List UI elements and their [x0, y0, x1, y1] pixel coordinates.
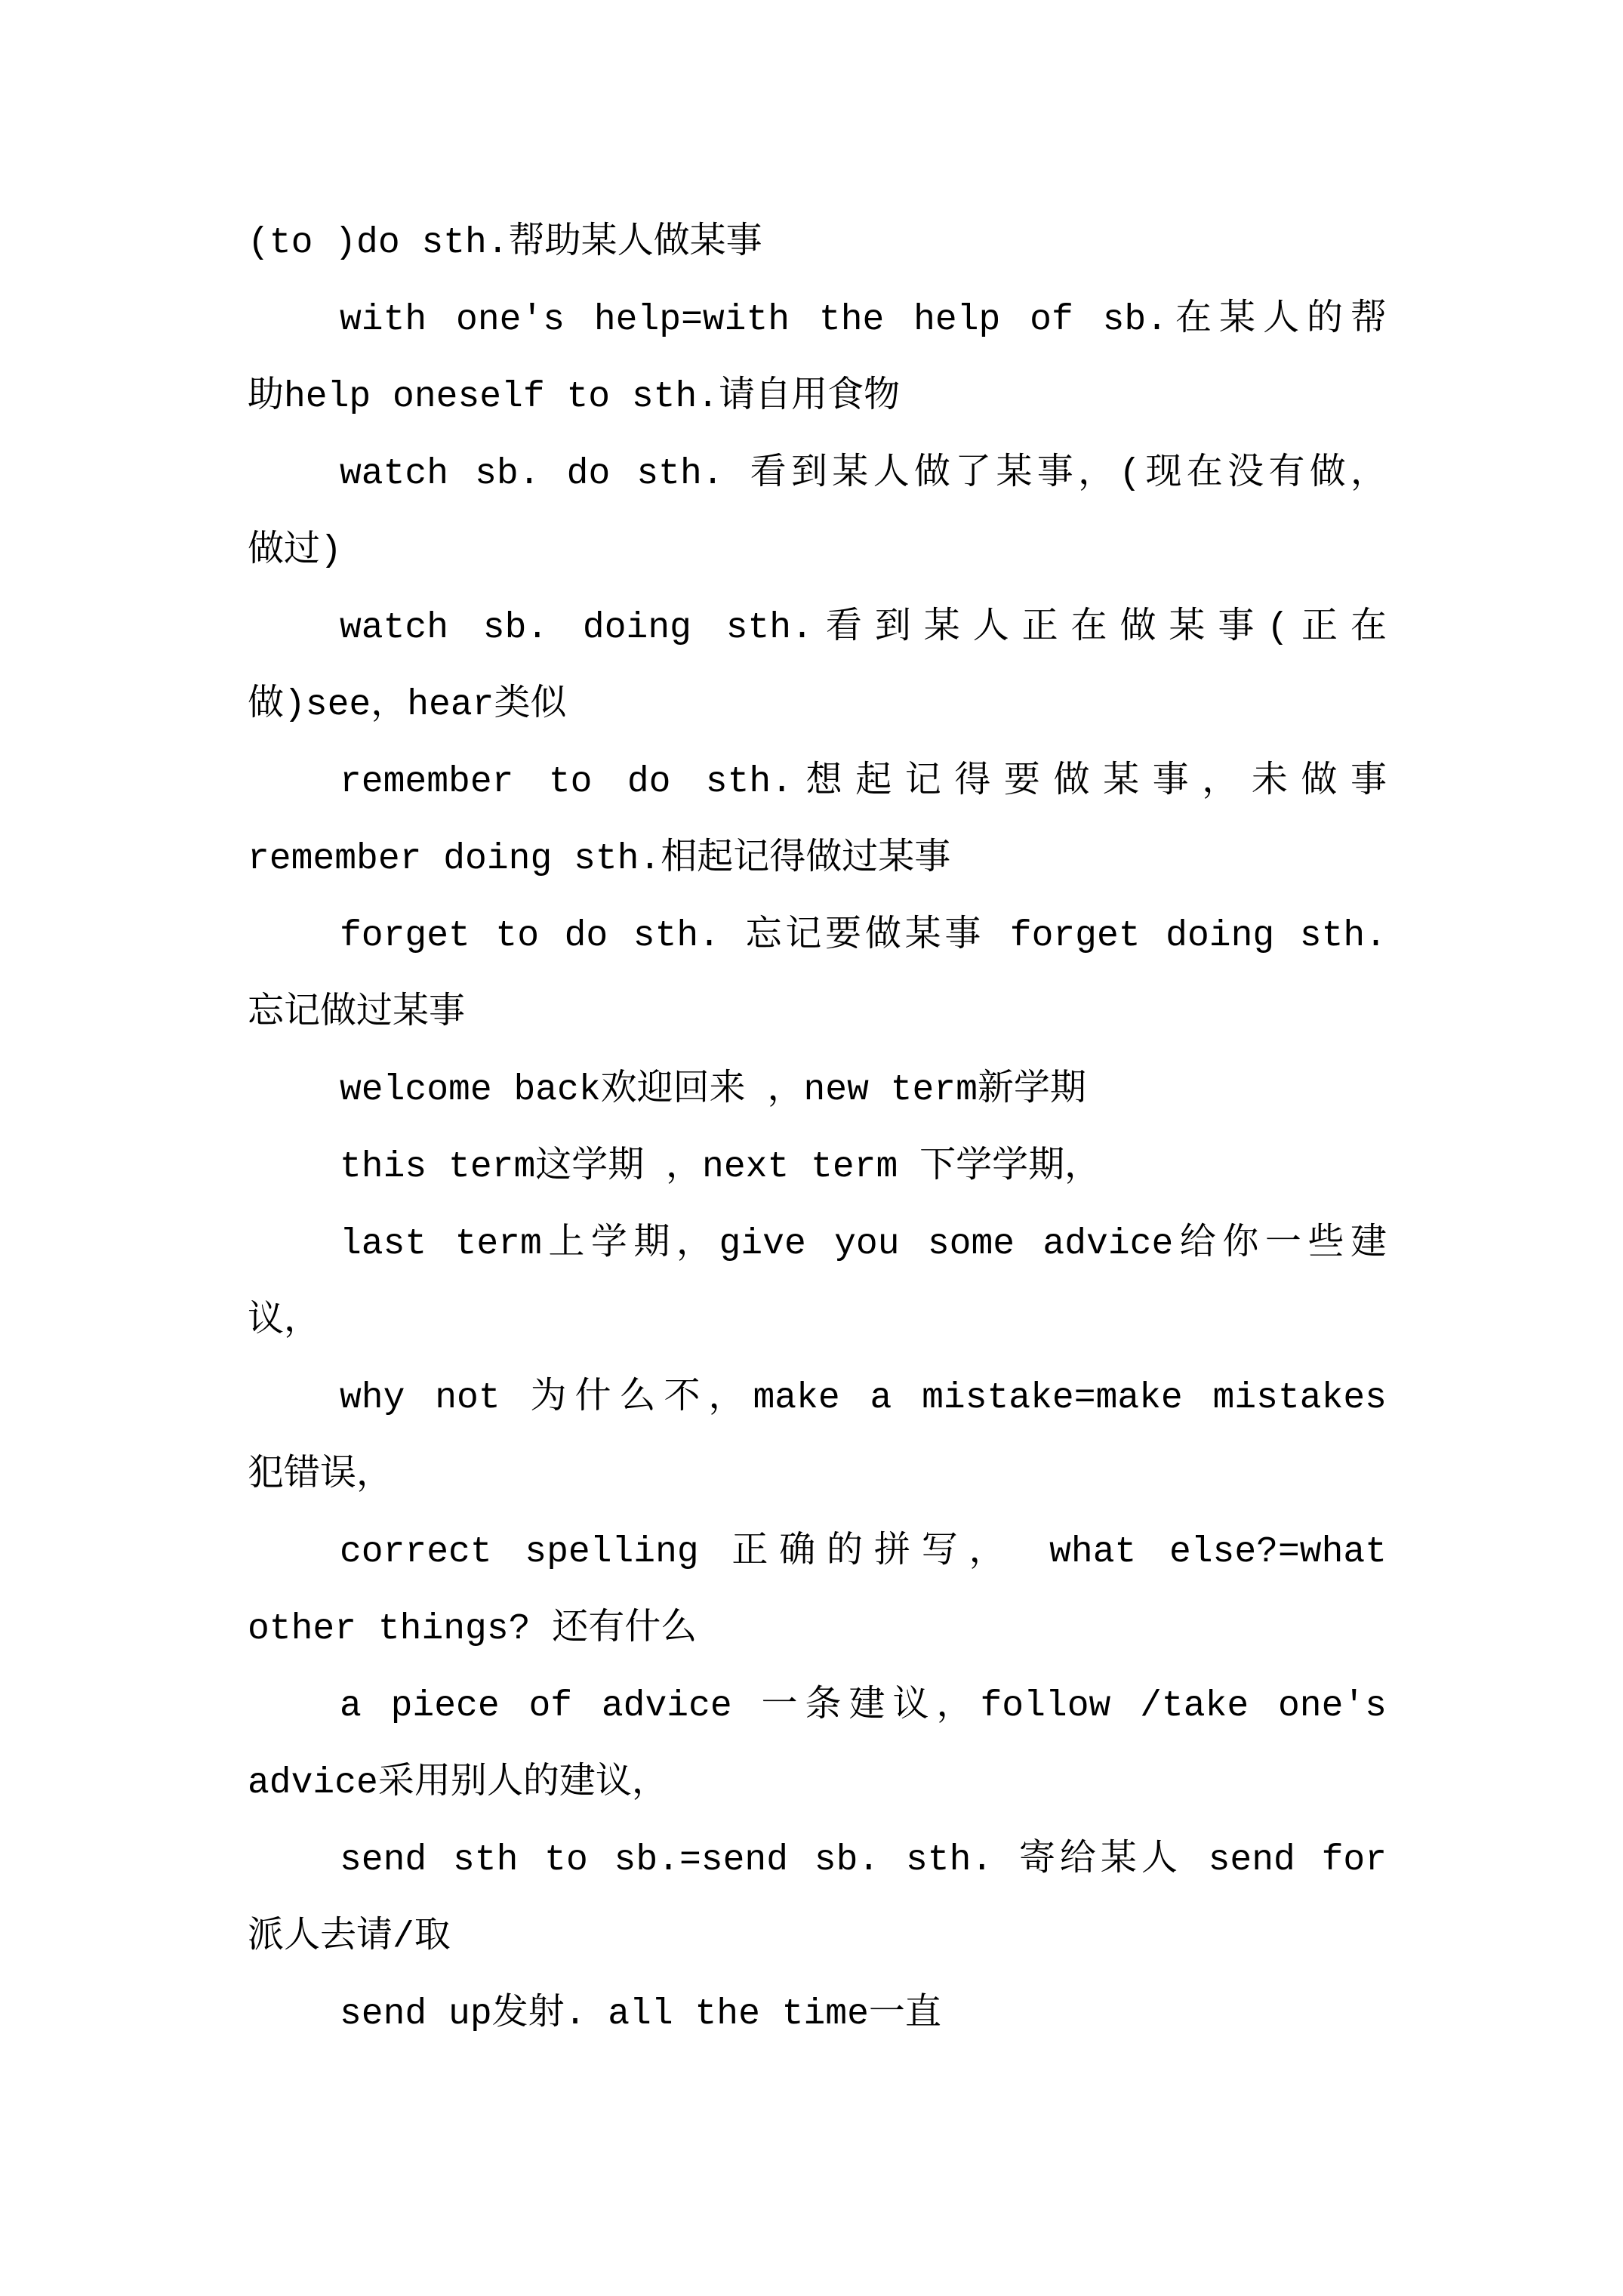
- text-line: (to )do sth.帮助某人做某事: [248, 223, 762, 264]
- text-line: 助help oneself to sth.请自用食物: [248, 377, 901, 418]
- text-line: watch sb. doing sth.看到某人正在做某事(正在: [340, 608, 1387, 649]
- text-line: welcome back欢迎回来 ，new term新学期: [340, 1070, 1086, 1111]
- text-line: correct spelling 正确的拼写， what else?=what: [340, 1532, 1387, 1573]
- paragraph: [248, 590, 1387, 744]
- text-line: send up发射. all the time一直: [340, 1994, 941, 2035]
- text-line: last term上学期，give you some advice给你一些建: [340, 1224, 1387, 1265]
- text-line: why not 为什么不，make a mistake=make mistakes: [340, 1378, 1387, 1419]
- text-line: 做过): [248, 531, 342, 572]
- paragraph: [248, 1206, 1387, 1360]
- paragraph: [248, 1514, 1387, 1668]
- paragraph: [248, 205, 1387, 282]
- text-line: forget to do sth. 忘记要做某事 forget doing sth.: [340, 916, 1387, 957]
- text-line: watch sb. do sth. 看到某人做了某事，(现在没有做，: [340, 454, 1387, 495]
- paragraph: [248, 1976, 1387, 2053]
- text-line: other things? 还有什么: [248, 1609, 698, 1650]
- text-line: remember doing sth.相起记得做过某事: [248, 839, 951, 880]
- paragraph: [248, 898, 1387, 1052]
- text-line: 派人去请/取: [248, 1917, 451, 1958]
- paragraph: [248, 1668, 1387, 1822]
- paragraph: [248, 282, 1387, 436]
- paragraph: [248, 436, 1387, 590]
- text-line: send sth to sb.=send sb. sth. 寄给某人 send for: [340, 1840, 1387, 1881]
- document-body: [248, 205, 1387, 2053]
- text-line: a piece of advice 一条建议，follow /take one's: [340, 1686, 1387, 1727]
- text-line: 做)see，hear类似: [248, 685, 567, 726]
- text-line: 忘记做过某事: [248, 993, 466, 1034]
- text-line: 议，: [248, 1301, 321, 1342]
- text-line: 犯错误，: [248, 1455, 393, 1496]
- text-line: advice采用别人的建议，: [248, 1763, 668, 1804]
- text-line: with one's help=with the help of sb.在某人的帮: [340, 300, 1387, 341]
- paragraph: [248, 1822, 1387, 1976]
- paragraph: [248, 744, 1387, 898]
- paragraph: [248, 1360, 1387, 1514]
- text-line: this term这学期 ，next term 下学学期，: [340, 1147, 1101, 1188]
- paragraph: [248, 1052, 1387, 1129]
- text-line: remember to do sth.想起记得要做某事，未做事: [340, 762, 1387, 803]
- paragraph: [248, 1129, 1387, 1206]
